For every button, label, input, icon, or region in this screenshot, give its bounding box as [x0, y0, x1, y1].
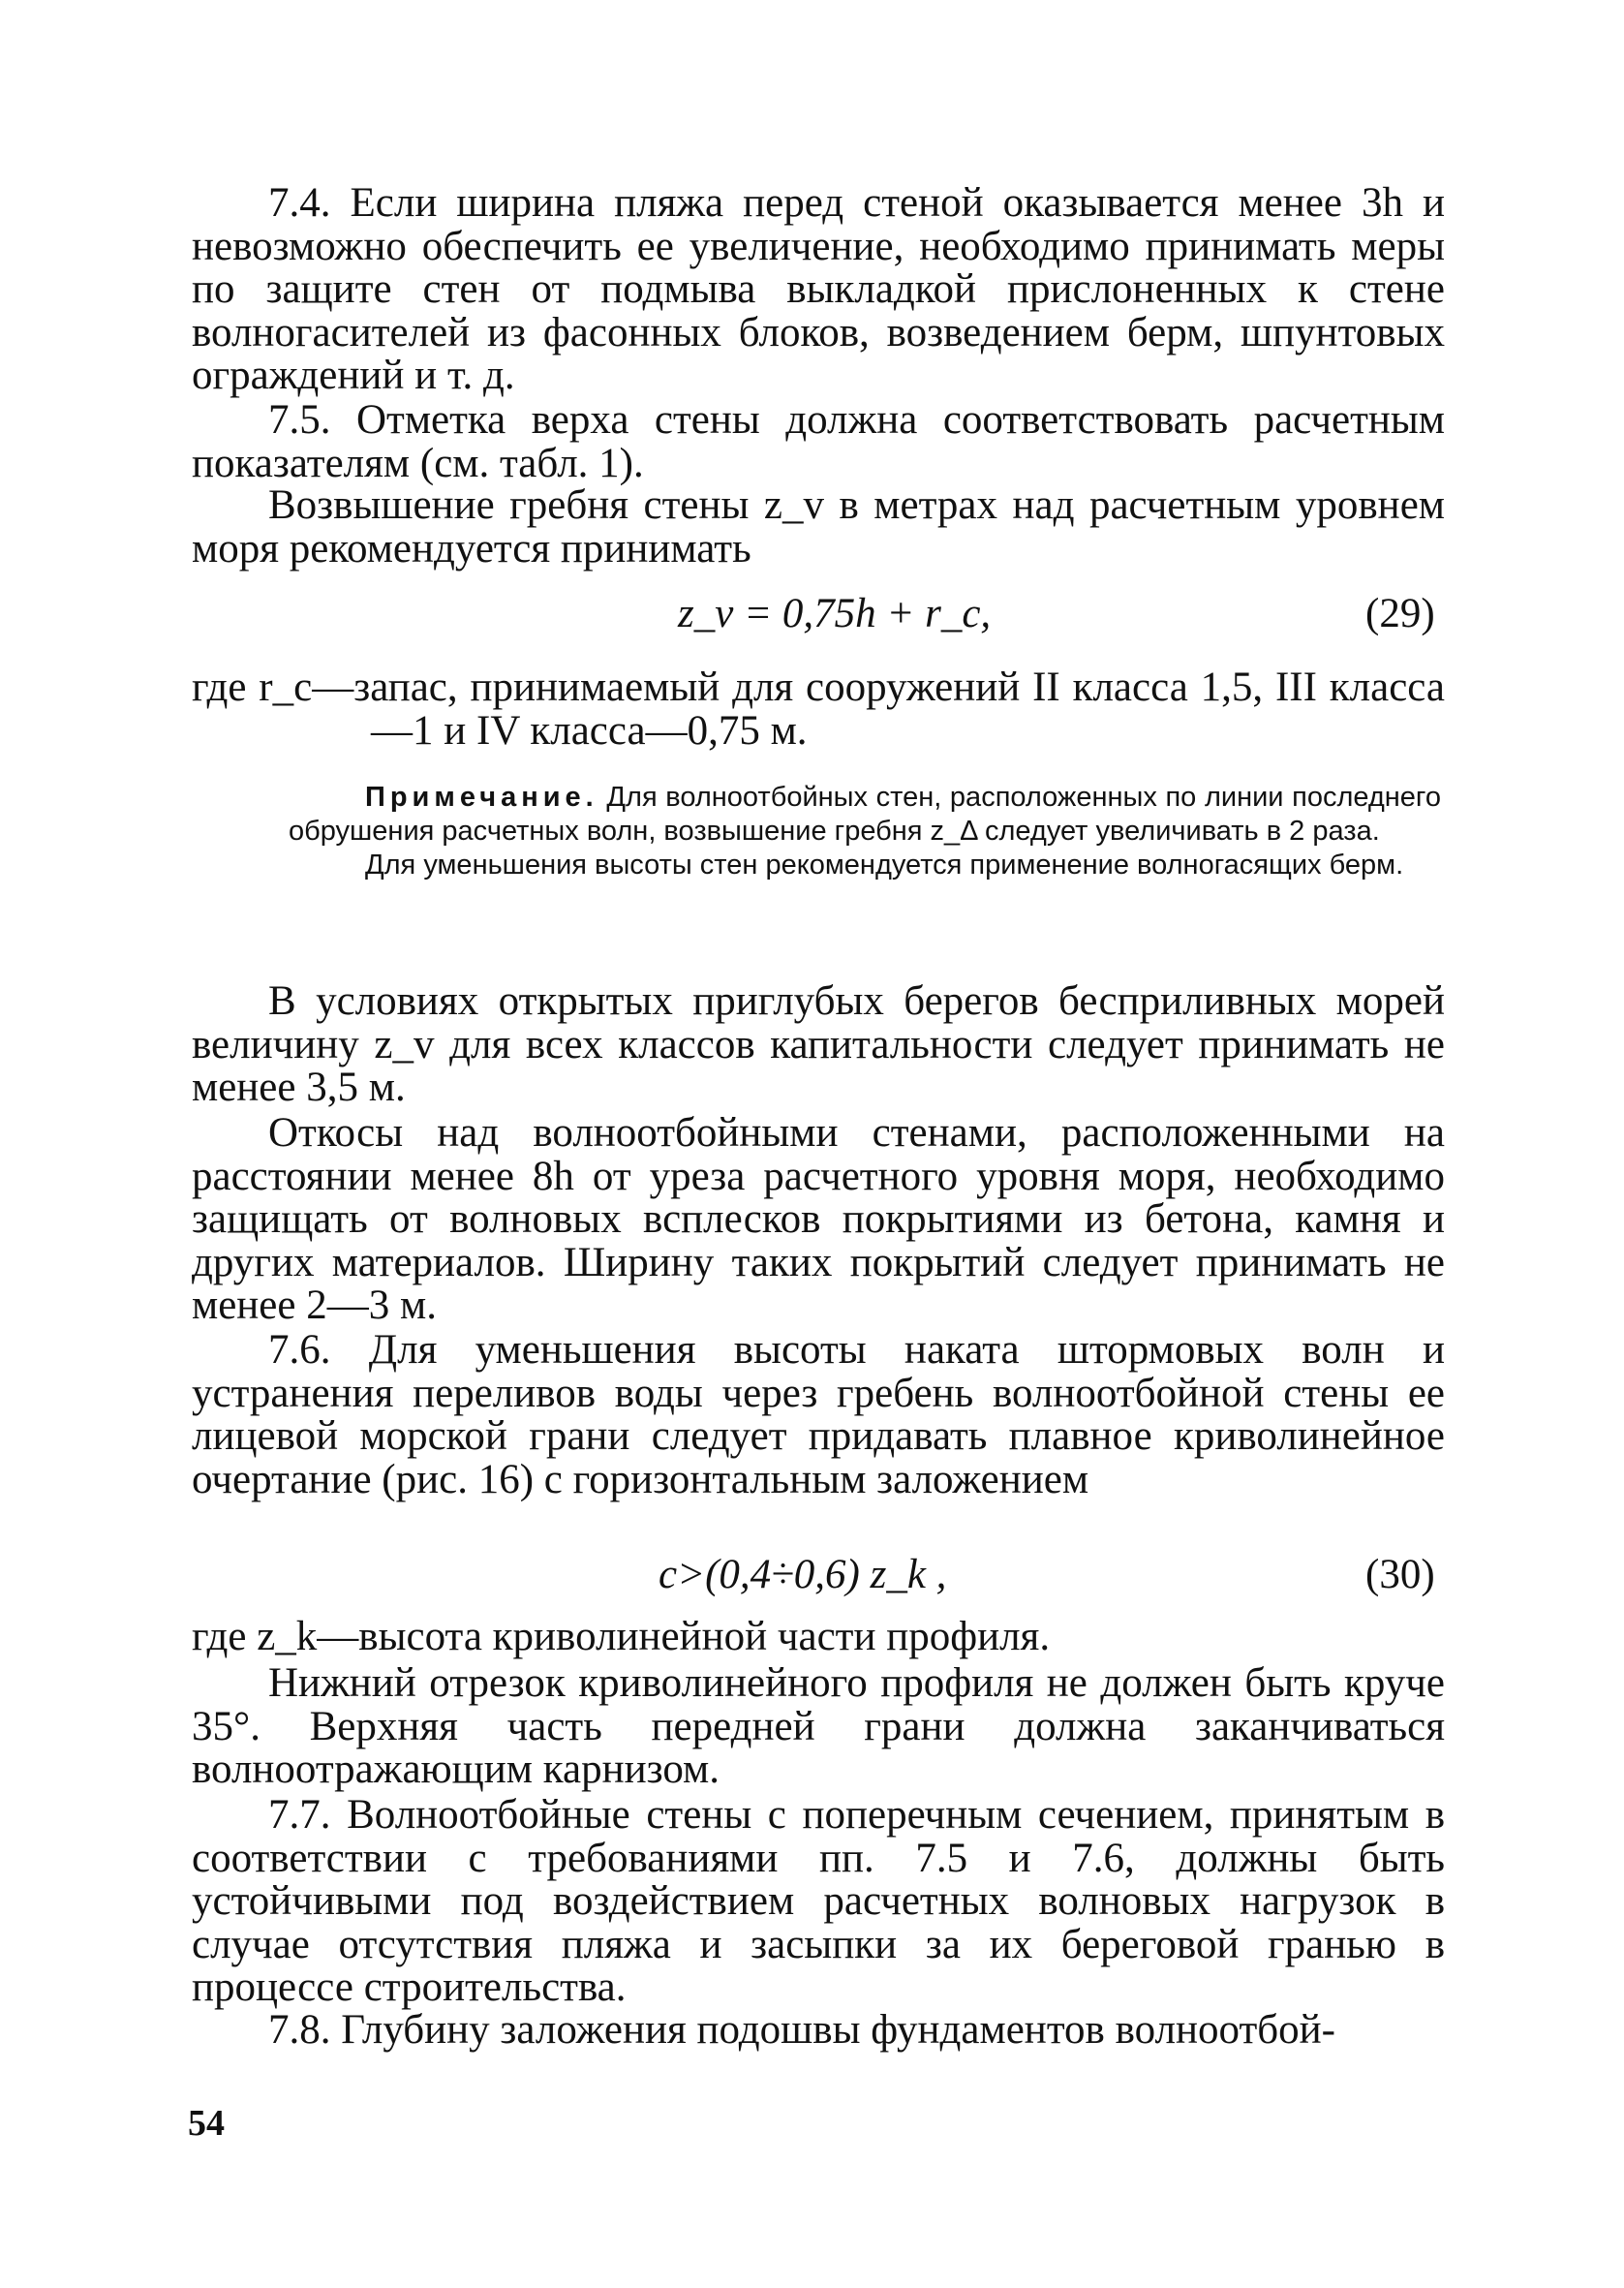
paragraph-7-5: 7.5. Отметка верха стены должна соответствовать расчетным показателям (см. табл. 1).	[192, 397, 1445, 486]
paragraph-elevation: Возвышение гребня стены z_v в метрах над расчетным уровнем моря рекомендуется принимать	[192, 482, 1445, 572]
paragraph-7-8: 7.8. Глубину заложения подошвы фундаментов волноотбой-	[268, 2007, 1335, 2053]
paragraph-7-6: 7.6. Для уменьшения высоты наката штормовых волн и устранения переливов воды через гребень волноотбойной стены ее лицевой морской грани следует придавать плавное криволинейное очертание (рис. 16) с горизонтальным заложением	[192, 1327, 1445, 1502]
equation-29-number: (29)	[1365, 591, 1435, 636]
where-30: где z_k—высота криволинейной части профиля.	[192, 1614, 1051, 1659]
where-29: где r_c—запас, принимаемый для сооружений II класса 1,5, III класса—1 и IV класса—0,75 м.	[192, 665, 1445, 754]
equation-30: c>(0,4÷0,6) z_k ,	[659, 1552, 947, 1597]
note-heading: Примечание.	[365, 782, 598, 813]
note-text-2: Для уменьшения высоты стен рекомендуется применение волногасящих берм.	[365, 850, 1404, 881]
paragraph-lower-segment: Нижний отрезок криволинейного профиля не должен быть круче 35°. Верхняя часть передней грани должна заканчиваться волноотражающим карнизом.	[192, 1660, 1445, 1792]
note-block	[289, 781, 1441, 882]
note-text-1: Для волноотбойных стен, расположенных по линии последнего обрушения расчетных волн, возвышение гребня z_Δ следует увеличивать в 2 раза.	[289, 782, 1441, 847]
paragraph-open-shores: В условиях открытых приглубых берегов бесприливных морей величину z_v для всех классов капитальности следует принимать не менее 3,5 м.	[192, 978, 1445, 1110]
page-number: 54	[188, 2103, 225, 2144]
paragraph-7-7: 7.7. Волноотбойные стены с поперечным сечением, принятым в соответствии с требованиями пп. 7.5 и 7.6, должны быть устойчивыми под воздействием расчетных волновых нагрузок в случае отсутствия пляжа и засыпки за их береговой гранью в процессе строительства.	[192, 1792, 1445, 2010]
equation-29: z_v = 0,75h + r_c,	[678, 591, 992, 636]
equation-30-number: (30)	[1365, 1552, 1435, 1597]
paragraph-slopes: Откосы над волноотбойными стенами, расположенными на расстоянии менее 8h от уреза расчетного уровня моря, необходимо защищать от волновых всплесков покрытиями из бетона, камня и других материалов. Ширину таких покрытий следует принимать не менее 2—3 м.	[192, 1110, 1445, 1328]
paragraph-7-4: 7.4. Если ширина пляжа перед стеной оказывается менее 3h и невозможно обеспечить ее увеличение, необходимо принимать меры по защите стен от подмыва выкладкой прислоненных к стене волногасителей из фасонных блоков, возведением берм, шпунтовых ограждений и т. д.	[192, 180, 1445, 398]
